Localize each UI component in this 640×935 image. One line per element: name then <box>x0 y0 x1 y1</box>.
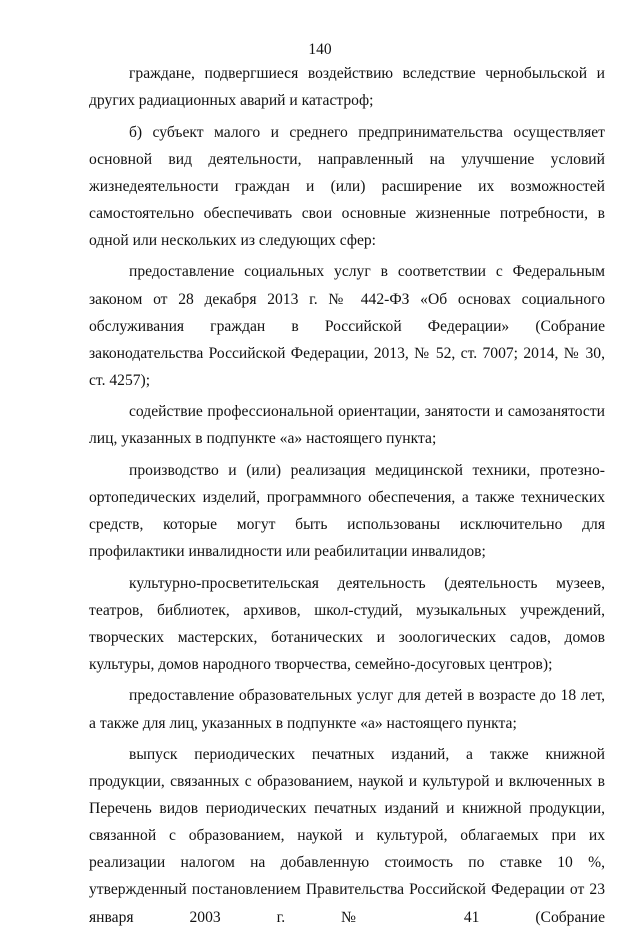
paragraph-employment: содействие профессиональной ориентации, занятости и самозанятости лиц, указанных в подпункте «а» настоящего пункта; <box>89 403 605 448</box>
paragraph-periodicals: выпуск периодических печатных изданий, а также книжной продукции, связанных с образованием, наукой и культурой и включенных в Перечень видов периодических печатных изданий и книжной продукции, связанной с образованием, наукой и культурой, облагаемых при их реализации налогом на добавленную стоимость по ставке 10 %, утвержденный постановлением Правительства Российской Федерации от 23 января 2003 г. № 41 (Собрание <box>89 745 605 926</box>
document-body <box>89 60 605 935</box>
paragraph-continuation: граждане, подвергшиеся воздействию вследствие чернобыльской и других радиационных аварий и катастроф; <box>89 65 605 110</box>
page-number: 140 <box>308 41 332 58</box>
paragraph-subject-criteria: б) субъект малого и среднего предпринимательства осуществляет основной вид деятельности, направленный на улучшение условий жизнедеятельности граждан и (или) расширение их возможностей самостоятельно обеспечивать свои основные жизненные потребности, в одной или нескольких из следующих сфер: <box>89 123 605 249</box>
paragraph-social-services: предоставление социальных услуг в соответствии с Федеральным законом от 28 декабря 2013 г. № 442-ФЗ «Об основах социального обслуживания граждан в Российской Федерации» (Собрание законодательства Российской Федерации, 2013, № 52, ст. 7007; 2014, № 30, ст. 4257); <box>89 263 605 389</box>
paragraph-cultural-activity: культурно-просветительская деятельность (деятельность музеев, театров, библиотек, архивов, школ-студий, музыкальных учреждений, творческих мастерских, ботанических и зоологических садов, домов культуры, домов народного творчества, семейно-досуговых центров); <box>89 574 605 673</box>
paragraph-education-services: предоставление образовательных услуг для детей в возрасте до 18 лет, а также для лиц, указанных в подпункте «а» настоящего пункта; <box>89 687 605 732</box>
paragraph-medical-equipment: производство и (или) реализация медицинской техники, протезно-ортопедических изделий, программного обеспечения, а также технических средств, которые могут быть использованы исключительно для профилактики инвалидности или реабилитации инвалидов; <box>89 461 605 561</box>
